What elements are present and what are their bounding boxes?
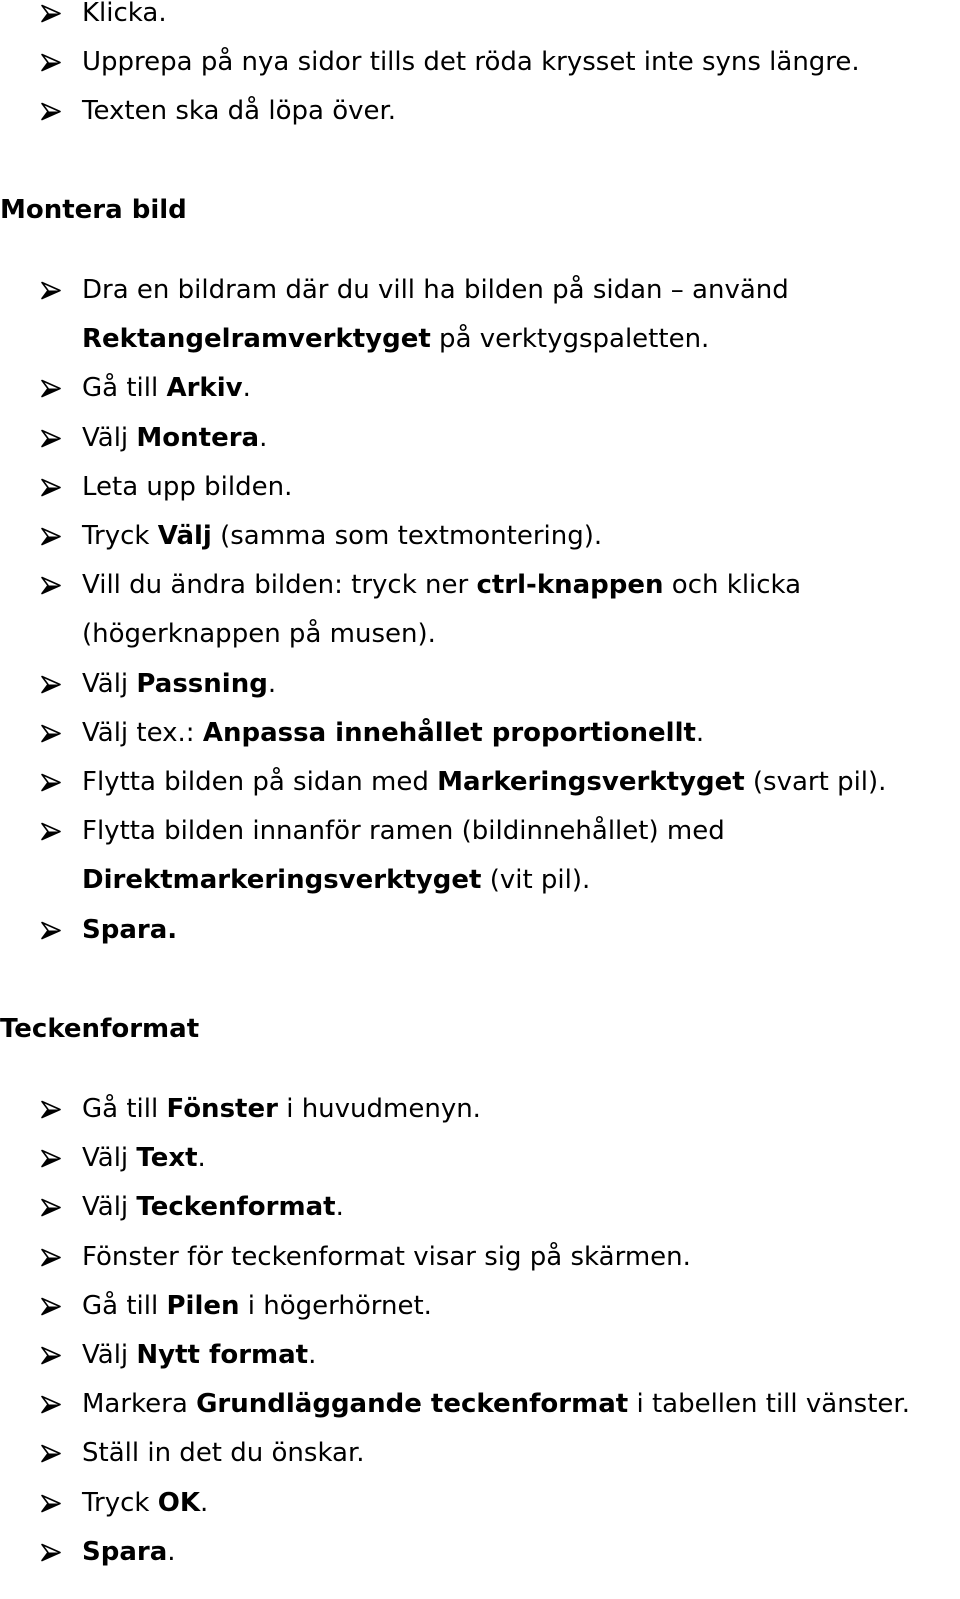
list-item-line: [82, 1380, 910, 1429]
arrowhead-bullet-icon: [40, 266, 64, 315]
arrowhead-bullet-icon: [40, 0, 64, 38]
step-text: Ställ in det du önskar.: [82, 1438, 365, 1469]
arrowhead-bullet-icon: [40, 1331, 64, 1380]
step-text: i högerhörnet.: [239, 1290, 432, 1321]
arrowhead-bullet-icon: [40, 807, 64, 856]
arrowhead-bullet-icon: [40, 1429, 64, 1478]
list-item: [0, 266, 886, 364]
bold-term: Nytt format: [136, 1340, 309, 1371]
arrowhead-bullet-icon: [40, 906, 64, 955]
bold-term: Direktmarkeringsverktyget: [82, 865, 482, 896]
list-item-line: [82, 1479, 910, 1528]
list-item: [0, 512, 886, 561]
teckenformat-steps-list: [0, 1085, 910, 1577]
arrowhead-bullet-icon: [40, 660, 64, 709]
bold-term: Spara.: [82, 914, 178, 945]
step-text: .: [308, 1340, 317, 1371]
list-item: [0, 1085, 910, 1134]
list-item: [0, 1429, 910, 1478]
arrowhead-bullet-icon: [40, 463, 64, 512]
arrowhead-bullet-icon: [40, 1528, 64, 1577]
step-text: .: [197, 1143, 206, 1174]
list-item-line: [82, 1282, 910, 1331]
list-item-line: [82, 660, 886, 709]
step-text: Texten ska då löpa över.: [82, 96, 397, 127]
step-text: och klicka: [663, 570, 802, 601]
list-item-line: [82, 512, 886, 561]
arrowhead-bullet-icon: [40, 1183, 64, 1232]
list-item: [0, 364, 886, 413]
step-text: Välj: [82, 1192, 137, 1223]
step-text: Tryck: [82, 521, 158, 552]
list-item-line: [82, 1085, 910, 1134]
arrowhead-bullet-icon: [40, 1085, 64, 1134]
list-item-line: [82, 906, 886, 955]
step-text: (svart pil).: [744, 767, 887, 798]
step-text: på verktygspaletten.: [430, 324, 710, 355]
step-text: .: [242, 373, 251, 404]
step-text: Välj: [82, 1143, 137, 1174]
bold-term: Spara: [82, 1536, 168, 1567]
step-text: (samma som textmontering).: [211, 521, 603, 552]
intro-steps-list: [0, 0, 860, 137]
list-item: [0, 1380, 910, 1429]
list-item: [0, 1528, 910, 1577]
list-item-line: [82, 1183, 910, 1232]
list-item-line: [82, 87, 860, 136]
list-item-line: [82, 364, 886, 413]
step-text: .: [200, 1487, 209, 1518]
step-text: Flytta bilden på sidan med: [82, 767, 438, 798]
bold-term: ctrl-knappen: [476, 570, 664, 601]
arrowhead-bullet-icon: [40, 414, 64, 463]
list-item: [0, 87, 860, 136]
list-item: [0, 1282, 910, 1331]
list-item-line: [82, 610, 886, 659]
montera-bild-steps-list: [0, 266, 886, 955]
bold-term: Grundläggande teckenformat: [196, 1389, 629, 1420]
arrowhead-bullet-icon: [40, 512, 64, 561]
list-item: [0, 1233, 910, 1282]
list-item-line: [82, 856, 886, 905]
step-text: Välj tex.:: [82, 717, 203, 748]
step-text: Gå till: [82, 1094, 167, 1124]
bold-term: Arkiv: [166, 373, 243, 404]
list-item-line: [82, 315, 886, 364]
arrowhead-bullet-icon: [40, 1134, 64, 1183]
list-item-line: [82, 414, 886, 463]
step-text: i tabellen till vänster.: [628, 1389, 910, 1420]
step-text: .: [167, 1536, 176, 1567]
list-item: [0, 1479, 910, 1528]
step-text: (högerknappen på musen).: [82, 619, 436, 650]
step-text: Välj: [82, 668, 137, 699]
list-item-line: [82, 1134, 910, 1183]
step-text: i huvudmenyn.: [277, 1094, 481, 1124]
list-item-line: [82, 709, 886, 758]
list-item: [0, 38, 860, 87]
bold-term: Välj: [157, 521, 212, 552]
section-heading-montera-bild: Montera bild: [0, 195, 187, 225]
list-item-line: [82, 1233, 910, 1282]
arrowhead-bullet-icon: [40, 1282, 64, 1331]
arrowhead-bullet-icon: [40, 561, 64, 610]
arrowhead-bullet-icon: [40, 364, 64, 413]
list-item: [0, 463, 886, 512]
list-item: [0, 1183, 910, 1232]
list-item: [0, 758, 886, 807]
list-item: [0, 414, 886, 463]
list-item: [0, 561, 886, 659]
section-heading-teckenformat: Teckenformat: [0, 1014, 200, 1044]
step-text: .: [259, 422, 268, 453]
bold-term: Teckenformat: [136, 1192, 336, 1223]
arrowhead-bullet-icon: [40, 1380, 64, 1429]
list-item: [0, 660, 886, 709]
step-text: Gå till: [82, 373, 167, 404]
list-item: [0, 709, 886, 758]
arrowhead-bullet-icon: [40, 709, 64, 758]
list-item-line: [82, 463, 886, 512]
arrowhead-bullet-icon: [40, 1233, 64, 1282]
step-text: (vit pil).: [481, 865, 591, 896]
bold-term: Fönster: [166, 1094, 278, 1124]
step-text: Välj: [82, 422, 137, 453]
bold-term: Rektangelramverktyget: [82, 324, 431, 355]
list-item-line: [82, 561, 886, 610]
arrowhead-bullet-icon: [40, 758, 64, 807]
step-text: Markera: [82, 1389, 197, 1420]
list-item-line: [82, 0, 860, 38]
bold-term: Passning: [136, 668, 268, 699]
step-text: Klicka.: [82, 0, 167, 28]
step-text: Upprepa på nya sidor tills det röda krysset inte syns längre.: [82, 47, 860, 78]
list-item: [0, 1134, 910, 1183]
step-text: Gå till: [82, 1290, 167, 1321]
list-item-line: [82, 807, 886, 856]
step-text: Leta upp bilden.: [82, 471, 293, 502]
bold-term: Montera: [136, 422, 260, 453]
bold-term: Pilen: [166, 1290, 240, 1321]
list-item-line: [82, 38, 860, 87]
list-item: [0, 807, 886, 905]
list-item-line: [82, 1331, 910, 1380]
bold-term: Markeringsverktyget: [437, 767, 745, 798]
bold-term: OK: [157, 1487, 201, 1518]
step-text: Dra en bildram där du vill ha bilden på sidan – använd: [82, 275, 789, 305]
step-text: Tryck: [82, 1487, 158, 1518]
step-text: .: [695, 717, 705, 748]
step-text: .: [335, 1192, 344, 1223]
list-item-line: [82, 1429, 910, 1478]
step-text: Flytta bilden innanför ramen (bildinnehållet) med: [82, 816, 725, 847]
list-item: [0, 1331, 910, 1380]
arrowhead-bullet-icon: [40, 1479, 64, 1528]
arrowhead-bullet-icon: [40, 38, 64, 87]
arrowhead-bullet-icon: [40, 87, 64, 136]
bold-term: Text: [136, 1143, 198, 1174]
step-text: Välj: [82, 1340, 137, 1371]
list-item-line: [82, 266, 886, 315]
step-text: Fönster för teckenformat visar sig på skärmen.: [82, 1241, 691, 1272]
list-item: [0, 0, 860, 38]
step-text: .: [267, 668, 277, 699]
step-text: Vill du ändra bilden: tryck ner: [82, 570, 477, 601]
list-item-line: [82, 758, 886, 807]
list-item: [0, 906, 886, 955]
list-item-line: [82, 1528, 910, 1577]
bold-term: Anpassa innehållet proportionellt: [202, 717, 696, 748]
